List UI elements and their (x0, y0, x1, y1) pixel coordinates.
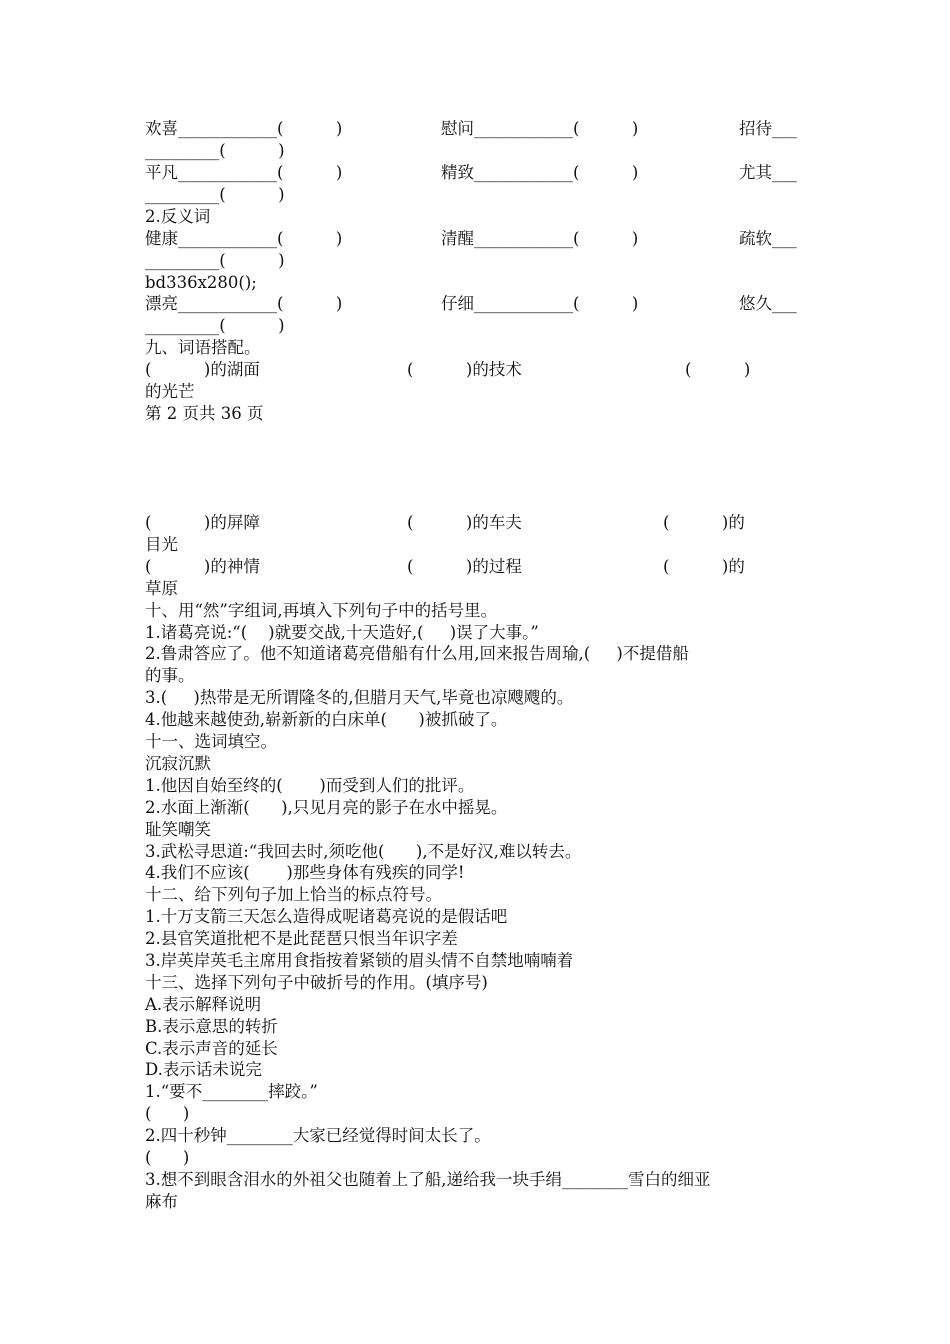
question: 2.鲁肃答应了。他不知道诸葛亮借船有什么用,回来报告周瑜,( )不提借船 (145, 644, 689, 663)
collocation-item: ( )的车夫 (407, 513, 522, 532)
collocation-item: ( ) (685, 360, 751, 379)
question: 4.我们不应该( )那些身体有残疾的同学! (145, 863, 465, 882)
collocation-item: ( )的 (663, 557, 745, 576)
question: 2.县官笑道批杷不是此琵琶只恨当年识字差 (145, 929, 458, 948)
section9-title: 九、词语搭配。 (145, 338, 261, 357)
collocation-row-2 (145, 513, 807, 533)
synonym-row-2-cont: _________( ) (145, 185, 285, 204)
collocation-item: ( )的神情 (145, 557, 260, 576)
antonym-row-1-cont: _________( ) (145, 251, 285, 270)
antonym-item: 疏软___ (739, 229, 797, 248)
antonym-item: 健康____________( ) (145, 229, 343, 248)
collocation-item: ( )的技术 (407, 360, 522, 379)
word-choices: 耻笑嘲笑 (145, 820, 211, 839)
question-cont: 麻布 (145, 1192, 178, 1211)
section10-title: 十、用“然”字组词,再填入下列句子中的括号里。 (145, 601, 498, 620)
collocation-item: ( )的屏障 (145, 513, 260, 532)
option-b: B.表示意思的转折 (145, 1017, 278, 1036)
section13-title: 十三、选择下列句子中破折号的作用。(填序号) (145, 973, 488, 992)
collocation-item: ( )的湖面 (145, 360, 260, 379)
synonym-item: 招待___ (739, 119, 797, 138)
synonym-item: 慰问____________( ) (441, 119, 639, 138)
answer-blank: ( ) (145, 1148, 190, 1167)
question: 4.他越来越使劲,崭新新的白床单( )被抓破了。 (145, 710, 508, 729)
synonym-item: 欢喜____________( ) (145, 119, 343, 138)
question: 2.水面上渐渐( ),只见月亮的影子在水中摇晃。 (145, 798, 508, 817)
antonym-item: 仔细____________( ) (441, 294, 639, 313)
ad-script-text: bd336x280(); (145, 273, 257, 292)
question: 1.“要不________摔跤。” (145, 1082, 318, 1101)
collocation-item: ( )的 (663, 513, 745, 532)
option-d: D.表示话未说完 (145, 1060, 262, 1079)
synonym-row-1 (145, 119, 807, 139)
question: 3.岸英岸英毛主席用食指按着紧锁的眉头情不自禁地喃喃着 (145, 951, 574, 970)
collocation-row-1-cont: 的光芒 (145, 382, 195, 401)
question-cont: 的事。 (145, 666, 195, 685)
collocation-row-2-cont: 目光 (145, 535, 178, 554)
collocation-item: ( )的过程 (407, 557, 522, 576)
antonym-item: 清醒____________( ) (441, 229, 639, 248)
collocation-row-3 (145, 557, 807, 577)
question: 3.( )热带是无所谓隆冬的,但腊月天气,毕竟也凉飕飕的。 (145, 688, 574, 707)
option-c: C.表示声音的延长 (145, 1039, 278, 1058)
question: 1.十万支箭三天怎么造得成呢诸葛亮说的是假话吧 (145, 907, 508, 926)
synonym-item: 尤其___ (739, 163, 797, 182)
word-choices: 沉寂沉默 (145, 754, 211, 773)
question: 3.想不到眼含泪水的外祖父也随着上了船,递给我一块手绢________雪白的细亚 (145, 1170, 711, 1189)
option-a: A.表示解释说明 (145, 995, 262, 1014)
synonym-row-2 (145, 163, 807, 183)
section11-title: 十一、选词填空。 (145, 732, 277, 751)
collocation-row-3-cont: 草原 (145, 579, 178, 598)
question: 2.四十秒钟________大家已经觉得时间太长了。 (145, 1126, 491, 1145)
antonym-row-2-cont: _________( ) (145, 316, 285, 335)
antonym-row-2 (145, 294, 807, 314)
section12-title: 十二、给下列句子加上恰当的标点符号。 (145, 885, 442, 904)
answer-blank: ( ) (145, 1104, 190, 1123)
antonym-item: 漂亮____________( ) (145, 294, 343, 313)
question: 1.诸葛亮说:“( )就要交战,十天造好,( )误了大事。” (145, 623, 539, 642)
synonym-row-1-cont: _________( ) (145, 141, 285, 160)
antonym-row-1 (145, 229, 807, 249)
collocation-row-1 (145, 360, 807, 380)
question: 3.武松寻思道:“我回去时,须吃他( ),不是好汉,难以转去。 (145, 842, 582, 861)
page-footer: 第 2 页共 36 页 (145, 404, 264, 423)
antonym-item: 悠久___ (739, 294, 797, 313)
antonym-heading: 2.反义词 (145, 207, 211, 226)
synonym-item: 精致____________( ) (441, 163, 639, 182)
synonym-item: 平凡____________( ) (145, 163, 343, 182)
question: 1.他因自始至终的( )而受到人们的批评。 (145, 776, 475, 795)
